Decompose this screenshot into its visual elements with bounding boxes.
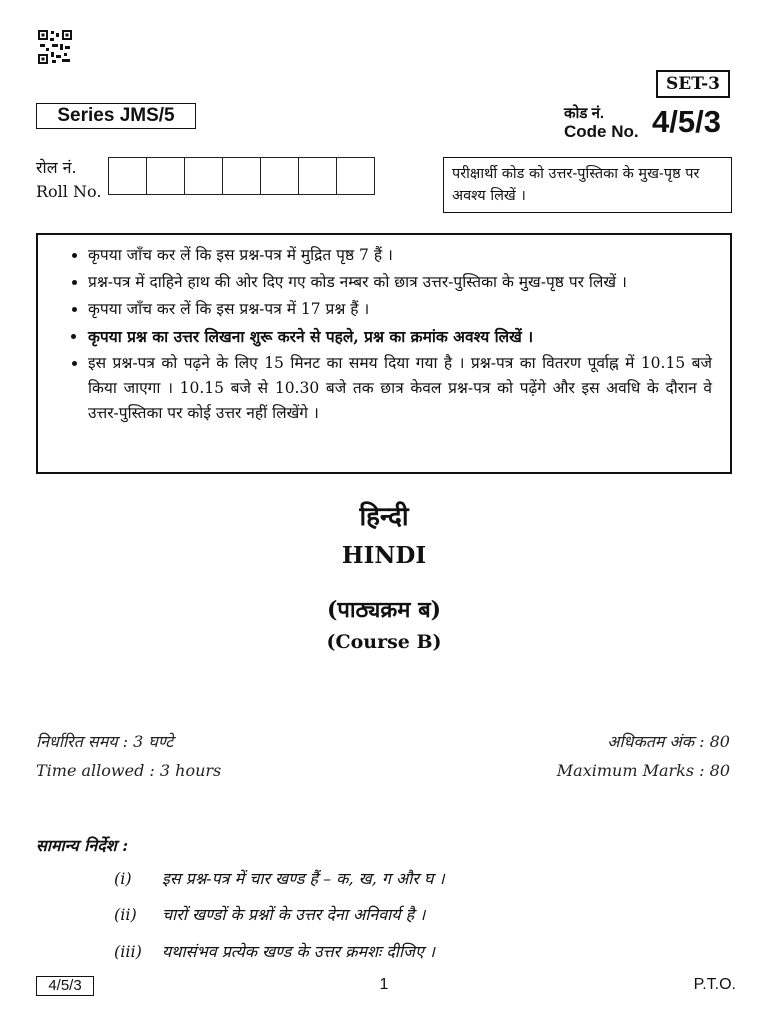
- roll-digit-box[interactable]: [146, 157, 185, 195]
- course-english: (Course B): [326, 631, 442, 653]
- code-notice: परीक्षार्थी कोड को उत्तर-पुस्तिका के मुख-पृष्ठ पर अवश्य लिखें ।: [443, 157, 732, 213]
- roll-number-grid[interactable]: [108, 157, 375, 195]
- item-text: इस प्रश्न-पत्र में चार खण्ड हैं – क, ख, ग और घ ।: [162, 869, 445, 888]
- max-marks-hindi: अधिकतम अंक : 80: [607, 732, 730, 751]
- qr-code-icon: [38, 30, 72, 64]
- max-marks-english: Maximum Marks : 80: [556, 761, 730, 780]
- item-text: चारों खण्डों के प्रश्नों के उत्तर देना अनिवार्य है ।: [162, 905, 426, 924]
- roll-label-english: Roll No.: [36, 182, 102, 201]
- series-label: Series JMS/5: [36, 103, 196, 129]
- roll-digit-box[interactable]: [184, 157, 223, 195]
- code-number: 4/5/3: [652, 104, 721, 139]
- instruction-item: • इस प्रश्न-पत्र को पढ़ने के लिए 15 मिनट का समय दिया गया है । प्रश्न-पत्र का वितरण पूर्वाह्न में 10.15 बजे किया जाएगा । 10.15 बजे से 10.30 बजे तक छात्र केवल प्रश्न-पत्र को पढ़ेंगे और इस अवधि के दौरान वे उत्तर-पुस्तिका पर कोई उत्तर नहीं लिखेंगे ।: [88, 351, 712, 426]
- general-instruction-item: [114, 940, 435, 962]
- instruction-item: • कृपया प्रश्न का उत्तर लिखना शुरू करने से पहले, प्रश्न का क्रमांक अवश्य लिखें ।: [88, 324, 712, 349]
- item-text: यथासंभव प्रत्येक खण्ड के उत्तर क्रमशः दीजिए ।: [162, 942, 435, 961]
- item-number: (iii): [114, 942, 142, 961]
- item-number: (ii): [114, 905, 137, 924]
- item-number: (i): [114, 869, 132, 888]
- instructions-box: [36, 233, 732, 474]
- code-label-hindi: कोड नं.: [564, 105, 605, 122]
- time-allowed-hindi: निर्धारित समय : 3 घण्टे: [36, 732, 174, 751]
- page-number: 1: [379, 976, 389, 993]
- pto-label: P.T.O.: [693, 976, 736, 993]
- code-label-english: Code No.: [564, 122, 639, 141]
- roll-digit-box[interactable]: [108, 157, 147, 195]
- general-instruction-item: [114, 867, 445, 889]
- general-instruction-item: [114, 903, 425, 925]
- footer-code: 4/5/3: [36, 976, 94, 996]
- time-allowed-english: Time allowed : 3 hours: [36, 761, 222, 780]
- roll-label-hindi: रोल नं.: [36, 158, 77, 177]
- subject-title-hindi: हिन्दी: [359, 502, 409, 532]
- roll-digit-box[interactable]: [222, 157, 261, 195]
- course-hindi: (पाठ्यक्रम ब): [326, 597, 442, 623]
- instruction-item: • कृपया जाँच कर लें कि इस प्रश्न-पत्र में मुद्रित पृष्ठ 7 हैं ।: [88, 243, 712, 268]
- instruction-item: • प्रश्न-पत्र में दाहिने हाथ की ओर दिए गए कोड नम्बर को छात्र उत्तर-पुस्तिका के मुख-पृष्ठ पर लिखें ।: [88, 270, 712, 295]
- roll-digit-box[interactable]: [298, 157, 337, 195]
- roll-digit-box[interactable]: [260, 157, 299, 195]
- general-instructions-title: सामान्य निर्देश :: [36, 836, 129, 855]
- roll-digit-box[interactable]: [336, 157, 375, 195]
- subject-title-english: HINDI: [341, 542, 427, 569]
- instruction-item: • कृपया जाँच कर लें कि इस प्रश्न-पत्र में 17 प्रश्न हैं ।: [88, 297, 712, 322]
- set-badge: SET-3: [656, 70, 730, 98]
